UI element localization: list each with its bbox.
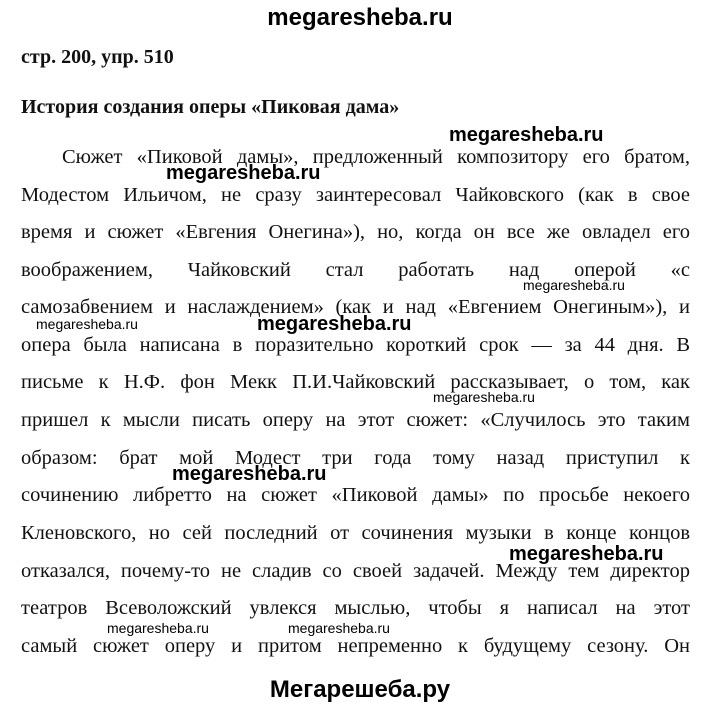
- watermark-bottom: Мегарешеба.ру: [269, 676, 451, 703]
- text-line: письме к Н.Ф. фон Мекк П.И.Чайковский рассказывает, о том, как: [21, 371, 690, 393]
- watermark-overlay: megaresheba.ru: [449, 124, 604, 146]
- watermark-overlay: megaresheba.ru: [433, 389, 535, 405]
- text-line: самый сюжет оперу и притом непременно к будущему сезону. Он: [21, 635, 690, 657]
- watermark-top: megaresheba.ru: [267, 4, 453, 31]
- text-line: Модестом Ильичом, не сразу заинтересовал Чайковского (как в свое: [21, 184, 690, 206]
- text-line: Сюжет «Пиковой дамы», предложенный композитору его братом,: [62, 146, 690, 168]
- text-line: время и сюжет «Евгения Онегина»), но, когда он все же овладел его: [21, 221, 690, 243]
- page-reference: стр. 200, упр. 510: [21, 46, 174, 68]
- text-line: отказался, почему-то не сладив со своей задачей. Между тем директор: [21, 560, 690, 582]
- document-title: История создания оперы «Пиковая дама»: [21, 96, 400, 118]
- watermark-overlay: megaresheba.ru: [107, 620, 209, 636]
- watermark-overlay: megaresheba.ru: [523, 277, 625, 293]
- text-line: опера была написана в поразительно короткий срок — за 44 дня. В: [21, 334, 690, 356]
- text-line: театров Всеволожский увлекся мыслью, чтобы я написал на этот: [21, 597, 690, 619]
- text-line: воображением, Чайковский стал работать над оперой «с: [21, 259, 690, 281]
- watermark-overlay: megaresheba.ru: [166, 162, 321, 184]
- watermark-overlay: megaresheba.ru: [288, 620, 390, 636]
- text-line: образом: брат мой Модест три года тому назад приступил к: [21, 447, 690, 469]
- text-line: сочинению либретто на сюжет «Пиковой дамы» по просьбе некоего: [21, 484, 690, 506]
- watermark-overlay: megaresheba.ru: [172, 463, 327, 485]
- text-line: самозабвением и наслаждением» (как и над «Евгением Онегиным»), и: [21, 296, 690, 318]
- watermark-overlay: megaresheba.ru: [257, 313, 412, 335]
- text-line: Кленовского, но сей последний от сочинения музыки в конце концов: [21, 522, 690, 544]
- watermark-overlay: megaresheba.ru: [509, 543, 664, 565]
- text-line: пришел к мысли писать оперу на этот сюжет: «Случилось это таким: [21, 409, 690, 431]
- watermark-overlay: megaresheba.ru: [36, 316, 138, 332]
